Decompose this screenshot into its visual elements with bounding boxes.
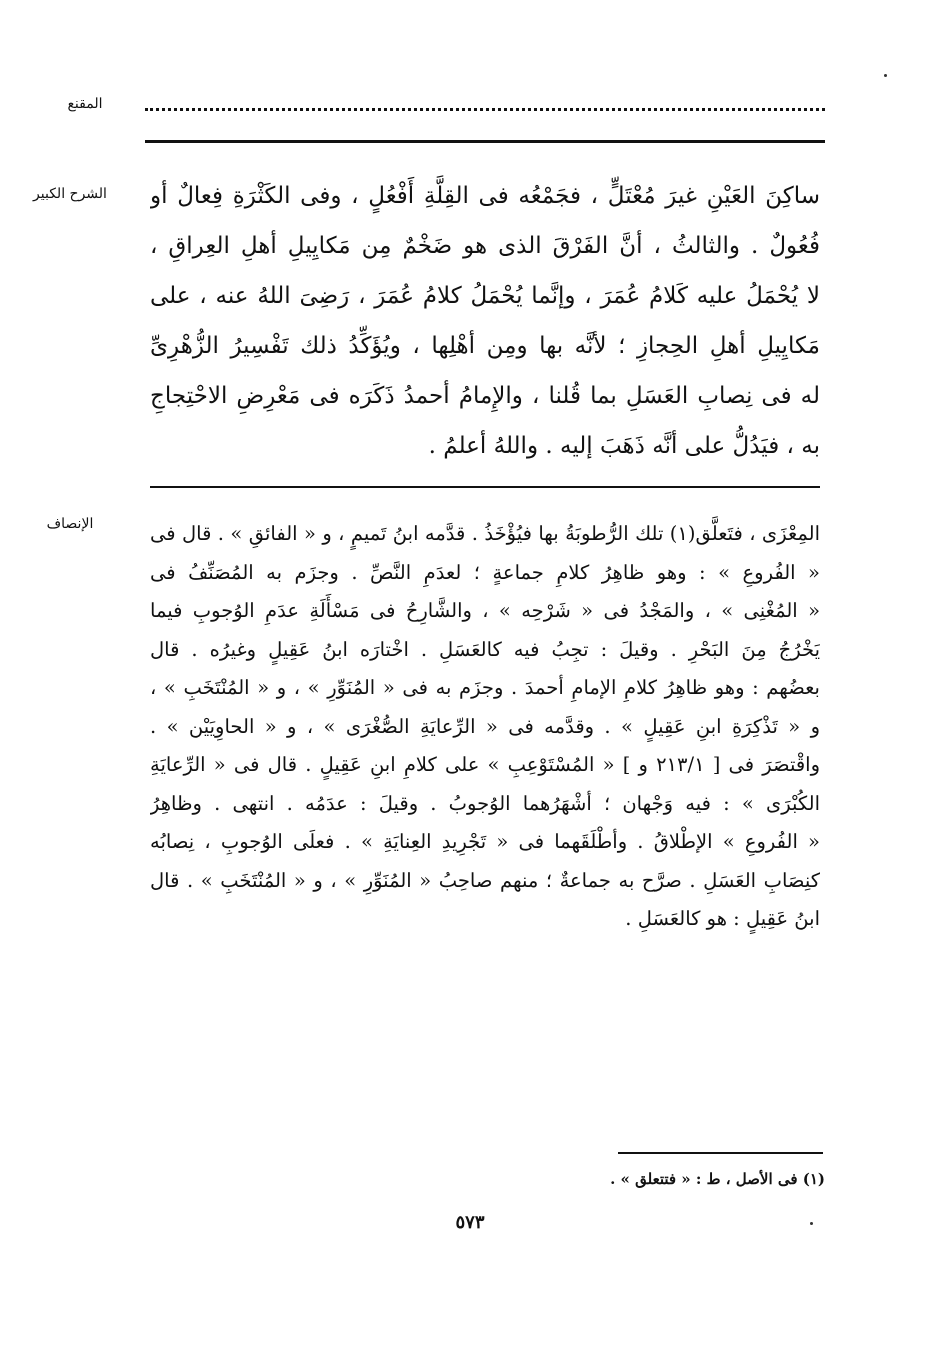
text-line: يَخْرُجُ مِنَ البَحْرِ . وقيلَ : تجِبُ فيه كالعَسَلِ . اخْتارَه ابنُ عَقِيلٍ وغيرُه . قال — [150, 637, 820, 661]
text-line: بعضُهم : وهو ظاهِرُ كلامِ الإمامِ أحمدَ . وجزَم به فى « المُنَوِّرِ » ، و « المُنْتَخَبِ » ، — [150, 676, 820, 699]
text-line: المِعْزَى ، فتَعلَّق(١) تلك الرُّطوبَةُ بها فيُؤْخَذُ . قدَّمه ابنُ تَميمٍ ، و « الفائقِ » . قال فى — [150, 522, 820, 545]
scan-speck — [810, 1222, 813, 1225]
text-line: ساكِنَ العَيْنِ غيرَ مُعْتَلٍّ ، فجَمْعُه فى القِلَّةِ أَفْعُلٍ ، وفى الكَثْرَةِ فِعالٌ أو — [150, 183, 820, 209]
running-header-title: المقنع — [67, 96, 103, 112]
page-number: ٥٧٣ — [455, 1212, 485, 1233]
insaf-text-block — [150, 515, 820, 939]
text-line: « الفُروعِ » : وهو ظاهِرُ كلامِ جماعةٍ ؛ لعدَمِ النَّصِّ . وجزَم به المُصَنِّفُ فى — [150, 560, 820, 584]
section-label-insaf: الإنصاف — [46, 516, 94, 532]
text-line: الكُبْرَى » : فيه وَجْهان ؛ أشْهَرُهما الوُجوبُ . وقيلَ : عدَمُه . انتهى . وظاهِرُ — [150, 791, 820, 815]
text-line: فُعُولٌ . والثالثُ ، أنَّ الفَرْقَ الذى هو ضَخْمٌ مِن مَكايِيلِ أهلِ العِراقِ ، — [150, 233, 820, 259]
text-line: « الفُروعِ » الإطْلاقُ . وأطْلَقَهما فى « تَجْرِيدِ العِنايَةِ » . فعلَى الوُجوبِ ، نِصابُه — [150, 830, 820, 853]
footnote-separator — [618, 1152, 823, 1154]
text-line: واقْتصَرَ فى [ ٢١٣/١ و ] « المُسْتَوْعِبِ » على كلامِ ابنِ عَقِيلٍ . قال فى « الرِّعايَةِ — [150, 753, 820, 776]
text-line: له فى نِصابِ العَسَلِ بما قُلنا ، والإِمامُ أحمدُ ذَكَرَه فى مَعْرِضِ الاحْتِجاجِ — [150, 383, 820, 409]
section-divider — [150, 486, 820, 488]
text-line: مَكايِيلِ أهلِ الحِجازِ ؛ لأنَّه بها ومِن أهْلِها ، ويُؤَكِّدُ ذلك تَفْسِيرُ الزُّهْرِىِّ — [150, 333, 820, 359]
text-line: ابنُ عَقِيلٍ : هو كالعَسَلِ . — [625, 907, 820, 930]
section-label-sharh: الشرح الكبير — [33, 186, 107, 202]
text-line: و « تَذْكِرَةِ ابنِ عَقِيلٍ » . وقدَّمه فى « الرِّعايَةِ الصُّغْرَى » ، و « الحاوِيَيْن » . — [150, 714, 820, 738]
text-line: لا يُحْمَلُ عليه كَلامُ عُمَرَ ، وإنَّما يُحْمَلُ كلامُ عُمَرَ ، رَضِىَ اللهُ عنه ، على — [150, 283, 820, 309]
text-line: « المُغْنِى » ، والمَجْدُ فى « شَرْحِه » ، والشَّارِحُ فى مَسْأَلَةِ عدَمِ الوُجوبِ فيما — [150, 599, 820, 622]
scan-speck — [884, 74, 887, 77]
header-dotted-rule — [145, 100, 825, 111]
text-line: كنِصَابِ العَسَلِ . صرَّح به جماعةٌ ؛ منهم صاحِبُ « المُنَوِّرِ » ، و « المُنْتَخَبِ » . قال — [150, 868, 820, 892]
header-solid-rule — [145, 140, 825, 143]
text-line: به ، فيَدُلُّ على أنَّه ذَهَبَ إليه . واللهُ أعلمُ . — [428, 433, 820, 459]
footnote: (١) فى الأصل ، ط : « فتتعلق » . — [610, 1170, 825, 1188]
sharh-text-block — [150, 171, 820, 471]
